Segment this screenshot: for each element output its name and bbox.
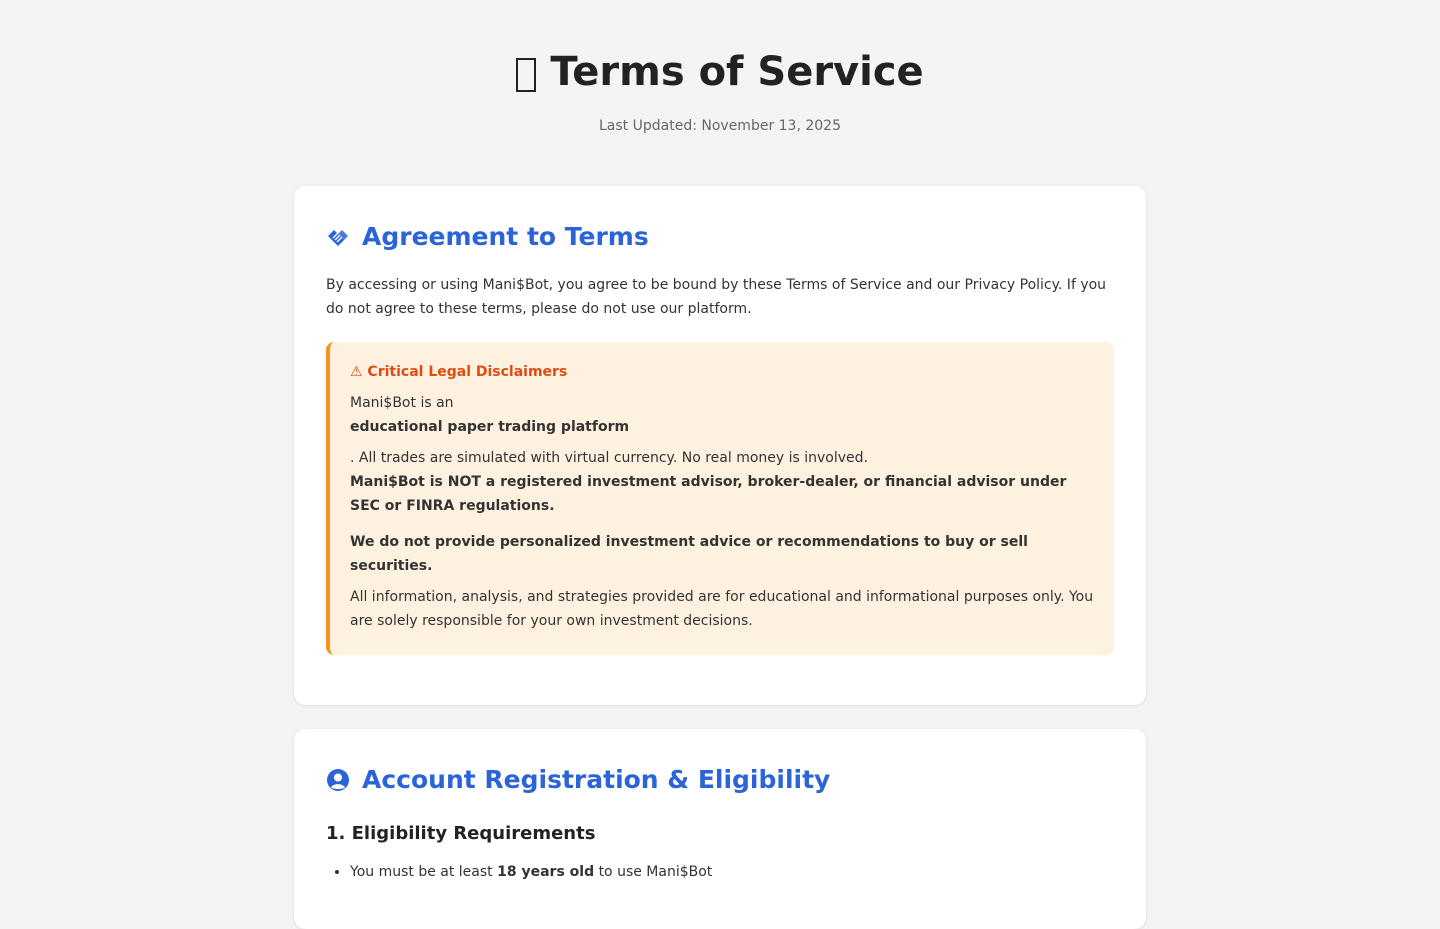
disclaimer-line-1: Mani$Bot is an (350, 395, 454, 411)
last-updated-date: Last Updated: November 13, 2025 (599, 118, 841, 134)
requirement-strong: 18 years old (497, 864, 595, 880)
page-header (0, 0, 1440, 134)
disclaimer-line-3: . All trades are simulated with virtual currency. No real money is involved. (350, 450, 868, 466)
agreement-section (294, 186, 1146, 705)
list-item (350, 860, 1114, 884)
agreement-intro: By accessing or using Mani$Bot, you agree to be bound by these Terms of Service and our Privacy Policy. If you do not agree to these terms, please do not use our platform. (326, 277, 1107, 317)
account-heading (326, 729, 1114, 796)
disclaimer-line-4: Mani$Bot is NOT a registered investment advisor, broker-dealer, or financial advisor under SEC or FINRA regulations. (350, 474, 1067, 514)
disclaimer-line-6: All information, analysis, and strategies provided are for educational and informational purposes only. You are solely responsible for your own investment decisions. (350, 589, 1094, 629)
account-heading-text: Account Registration & Eligibility (362, 765, 831, 794)
missing-glyph-icon (516, 58, 536, 92)
page-title (0, 46, 1440, 98)
agreement-heading-text: Agreement to Terms (362, 222, 649, 251)
handshake-icon (326, 225, 350, 249)
legal-disclaimer-box (326, 342, 1114, 655)
agreement-heading (326, 186, 1114, 253)
user-circle-icon (326, 768, 350, 792)
account-section (294, 729, 1146, 929)
eligibility-list (326, 860, 1114, 884)
requirement-post: to use Mani$Bot (598, 864, 713, 880)
disclaimer-line-2: educational paper trading platform (350, 419, 630, 435)
eligibility-subheading: 1. Eligibility Requirements (326, 823, 596, 844)
disclaimer-line-5: We do not provide personalized investment advice or recommendations to buy or sell securities. (350, 534, 1028, 574)
disclaimer-title: ⚠ Critical Legal Disclaimers (350, 364, 568, 380)
requirement-pre: You must be at least (350, 864, 493, 880)
page-title-text: Terms of Service (550, 49, 924, 95)
